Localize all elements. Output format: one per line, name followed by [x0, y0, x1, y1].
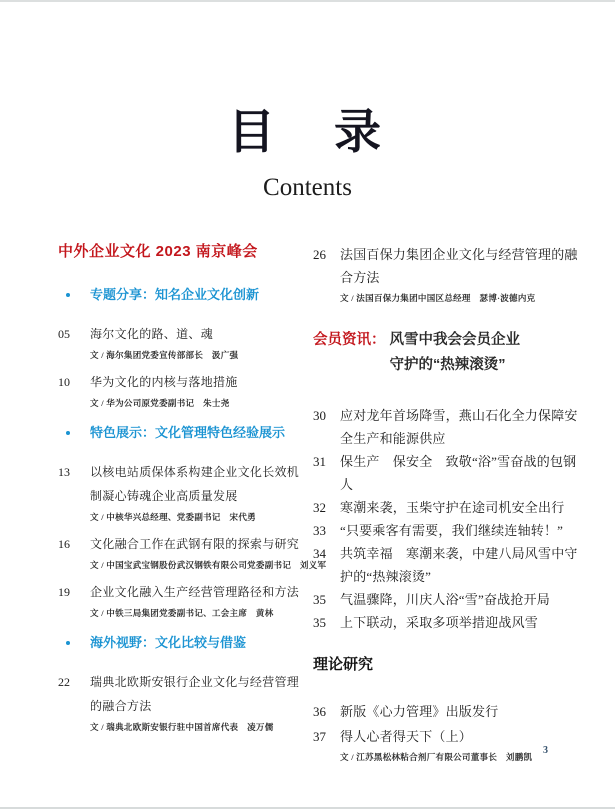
entry-page-number: 35	[313, 592, 326, 607]
entry-byline: 文 / 江苏黑松林粘合剂厂有限公司董事长 刘鹏凯	[340, 752, 533, 762]
page-title-en: Contents	[263, 174, 352, 201]
entry-title: 共筑幸福 寒潮来袭，中建八局风雪中守护的“热辣滚烫”	[340, 546, 578, 584]
toc-entry	[58, 670, 305, 733]
entry-title: 得人心者得天下（上）	[340, 729, 473, 744]
entry-title: 华为文化的内核与落地措施	[90, 375, 238, 389]
entry-title: 气温骤降，川庆人浴“雪”奋战抢开局	[340, 592, 550, 607]
entry-title: 海尔文化的路、道、魂	[90, 327, 214, 341]
toc-entry	[313, 519, 587, 542]
member-news-subtitle	[390, 328, 521, 378]
toc-entry	[313, 700, 587, 723]
member-news-subtitle-line1: 风雪中我会会员企业	[389, 332, 520, 348]
title-block	[0, 103, 615, 205]
entry-page-number: 35	[313, 615, 326, 630]
entry-page-number: 26	[313, 247, 326, 262]
entry-byline: 文 / 中铁三局集团党委副书记、工会主席 黄林	[90, 608, 274, 618]
toc-entry	[58, 370, 305, 409]
toc-entry	[313, 542, 587, 588]
entry-page-number: 22	[58, 675, 70, 689]
subsection-label: 海外视野：文化比较与借鉴	[90, 635, 247, 650]
entry-byline: 文 / 华为公司原党委副书记 朱士尧	[90, 398, 230, 408]
subsection-overseas-view	[58, 635, 305, 650]
subsection-feature-show	[58, 425, 305, 440]
entry-page-number: 31	[313, 454, 326, 469]
toc-entry	[313, 588, 587, 611]
entry-byline: 文 / 中国宝武宝钢股份武汉钢铁有限公司党委副书记 刘义军	[90, 560, 327, 570]
toc-entry	[58, 580, 305, 619]
toc-entry	[313, 450, 587, 496]
toc-entry	[313, 243, 587, 304]
member-news-subtitle-line2: 守护的“热辣滚烫”	[389, 357, 506, 373]
bullet-dot-icon	[66, 641, 70, 645]
page-title-cn: 目 录	[228, 107, 387, 159]
toc-entry	[313, 725, 587, 763]
entry-page-number: 34	[313, 546, 326, 561]
right-column	[313, 243, 587, 772]
entry-page-number: 13	[58, 465, 70, 479]
toc-entry	[58, 460, 305, 523]
entry-page-number: 16	[58, 537, 70, 551]
bullet-dot-icon	[66, 431, 70, 435]
entry-page-number: 33	[313, 523, 326, 538]
toc-entry	[313, 611, 587, 634]
entry-title: 法国百保力集团企业文化与经营管理的融合方法	[340, 247, 578, 285]
entry-title: 上下联动，采取多项举措迎战风雪	[340, 615, 539, 630]
entry-page-number: 32	[313, 500, 326, 515]
entry-page-number: 37	[313, 729, 326, 744]
bullet-dot-icon	[66, 293, 70, 297]
entry-byline: 文 / 海尔集团党委宣传部部长 汲广强	[90, 350, 239, 360]
entry-title: 以核电站质保体系构建企业文化长效机制凝心铸魂企业高质量发展	[90, 465, 300, 503]
toc-entry	[58, 322, 305, 361]
entry-title: 新版《心力管理》出版发行	[340, 704, 499, 719]
subsection-label: 专题分享：知名企业文化创新	[90, 287, 260, 302]
entry-title: 应对龙年首场降雪，燕山石化全力保障安全生产和能源供应	[340, 408, 578, 446]
page-top-edge	[0, 0, 615, 2]
entry-title: “只要乘客有需要，我们继续连轴转！”	[340, 523, 564, 538]
toc-entry	[313, 496, 587, 519]
entry-title: 寒潮来袭，玉柴守护在途司机安全出行	[340, 500, 565, 515]
entry-byline: 文 / 瑞典北欧斯安银行驻中国首席代表 凌万儒	[90, 722, 274, 732]
entry-title: 保生产 保安全 致敬“浴”雪奋战的包钢人	[340, 454, 577, 492]
entry-title: 文化融合工作在武钢有限的探索与研究	[90, 537, 300, 551]
entry-title: 企业文化融入生产经营管理路径和方法	[90, 585, 300, 599]
entry-title: 瑞典北欧斯安银行企业文化与经营管理的融合方法	[90, 675, 300, 713]
member-news-label: 会员资讯：	[313, 332, 386, 348]
subsection-topic-sharing	[58, 287, 305, 302]
entry-page-number: 19	[58, 585, 70, 599]
toc-entry	[313, 404, 587, 450]
entry-byline: 文 / 法国百保力集团中国区总经理 瑟博·波德内克	[340, 293, 536, 303]
entry-byline: 文 / 中核华兴总经理、党委副书记 宋代勇	[90, 512, 256, 522]
entry-page-number: 10	[58, 375, 70, 389]
section-header-member-news	[313, 328, 587, 378]
folio-page-number: 3	[543, 745, 548, 756]
subsection-label: 特色展示：文化管理特色经验展示	[90, 425, 286, 440]
entry-page-number: 05	[58, 327, 70, 341]
entry-page-number: 36	[313, 704, 326, 719]
entry-page-number: 30	[313, 408, 326, 423]
section-header-theory: 理论研究	[313, 656, 374, 673]
section-header-summit: 中外企业文化 2023 南京峰会	[58, 243, 258, 260]
page-bottom-edge	[0, 807, 615, 809]
member-news-list	[313, 404, 587, 634]
